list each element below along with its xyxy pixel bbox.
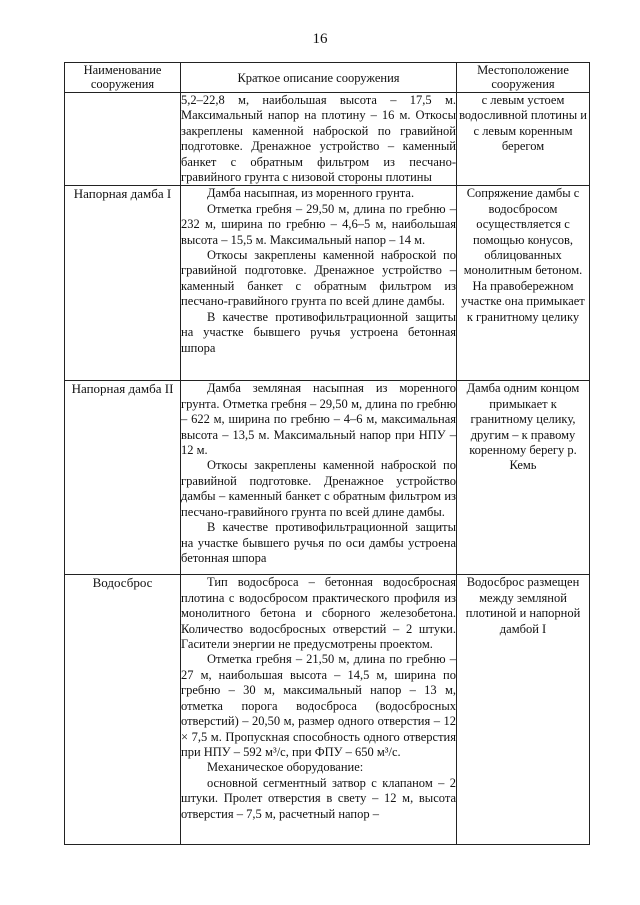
structure-description [181, 93, 457, 186]
description-paragraph: В качестве противофильтрационной защиты на участке бывшего ручья по оси дамбы устроена бетонная шпора [181, 520, 456, 565]
description-paragraph: основной сегментный затвор с клапаном – 2 штуки. Пролет отверстия в свету – 12 м, высота отверстия – 7,5 м, расчетный напор – [181, 775, 456, 821]
page-number: 16 [312, 31, 328, 47]
table-row [65, 575, 590, 845]
table-row [65, 381, 590, 575]
table-row [65, 186, 590, 381]
structure-description [181, 381, 457, 575]
description-paragraph: В качестве противофильтрационной защиты на участке бывшего ручья устроена бетонная шпора [181, 309, 456, 355]
header-description: Краткое описание сооружения [181, 63, 457, 93]
description-paragraph: Откосы закреплены каменной наброской по гравийной подготовке. Дренажное устройство – каменный банкет с обратным фильтром из песчано-гравийного грунта по всей длине дамбы. [181, 248, 456, 309]
structure-name: Напорная дамба I [65, 186, 181, 381]
description-paragraph: Дамба насыпная, из моренного грунта. [207, 186, 415, 201]
description-paragraph: 5,2–22,8 м, наибольшая высота – 17,5 м. Максимальный напор на плотину – 16 м. Откосы закреплены каменной наброской по гравийной подготовке. Дренажное устройство – каменный банкет с обратным фильтром из песчано-гравийного грунта с низовой стороны плотины [181, 93, 456, 185]
description-paragraph: Дамба земляная насыпная из моренного грунта. Отметка гребня – 29,50 м, длина по гребню – 622 м, ширина по гребню – 4–6 м, максимальная высота – 13,5 м. Максимальный напор при НПУ – 12 м. [181, 381, 456, 458]
header-name: Наименование сооружения [65, 63, 181, 93]
description-paragraph: Отметка гребня – 29,50 м, длина по гребню – 232 м, ширина по гребню – 4,6–5 м, наибольшая высота – 15,5 м. Максимальный напор – 14 м. [181, 201, 456, 247]
structure-description [181, 186, 457, 381]
structure-description [181, 575, 457, 845]
structure-location: с левым устоем водосливной плотины и с левым коренным берегом [457, 93, 590, 186]
structure-name: Напорная дамба II [65, 381, 181, 575]
table-row [65, 93, 590, 186]
structure-location: Водосброс размещен между земляной плотиной и напорной дамбой I [457, 575, 590, 845]
structure-location: Сопряжение дамбы с водосбросом осуществляется с помощью конусов, облицованных монолитным бетоном. На правобережном участке она примыкает к гранитному целику [457, 186, 590, 381]
structure-name: Водосброс [65, 575, 181, 845]
description-paragraph: Тип водосброса – бетонная водосбросная плотина с водосбросом практического профиля из монолитного бетона и сборного железобетона. Количество водосбросных отверстий – 2 штуки. Гасители энергии не предусмотрены проектом. [181, 575, 456, 652]
description-paragraph: Откосы закреплены каменной наброской по гравийной подготовке. Дренажное устройство дамбы – каменный банкет с обратным фильтром из песчано-гравийного грунта по всей длине дамбы. [181, 458, 456, 519]
description-paragraph: Механическое оборудование: [207, 760, 364, 775]
description-paragraph: Отметка гребня – 21,50 м, длина по гребню – 27 м, наибольшая высота – 14,5 м, ширина по гребню – 30 м, максимальный напор – 13 м, отметка порога водосброса (водосбросных отверстий) – 20,50 м, размер одного отверстия – 12 × 7,5 м. Пропускная способность одного отверстия при НПУ – 592 м³/с, при ФПУ – 650 м³/с. [181, 652, 456, 759]
header-location: Местоположение сооружения [457, 63, 590, 93]
structure-name [65, 93, 181, 186]
structure-location: Дамба одним концом примыкает к гранитному целику, другим – к правому коренному берегу р. Кемь [457, 381, 590, 575]
structures-table [64, 62, 590, 845]
table-header-row [65, 63, 590, 93]
